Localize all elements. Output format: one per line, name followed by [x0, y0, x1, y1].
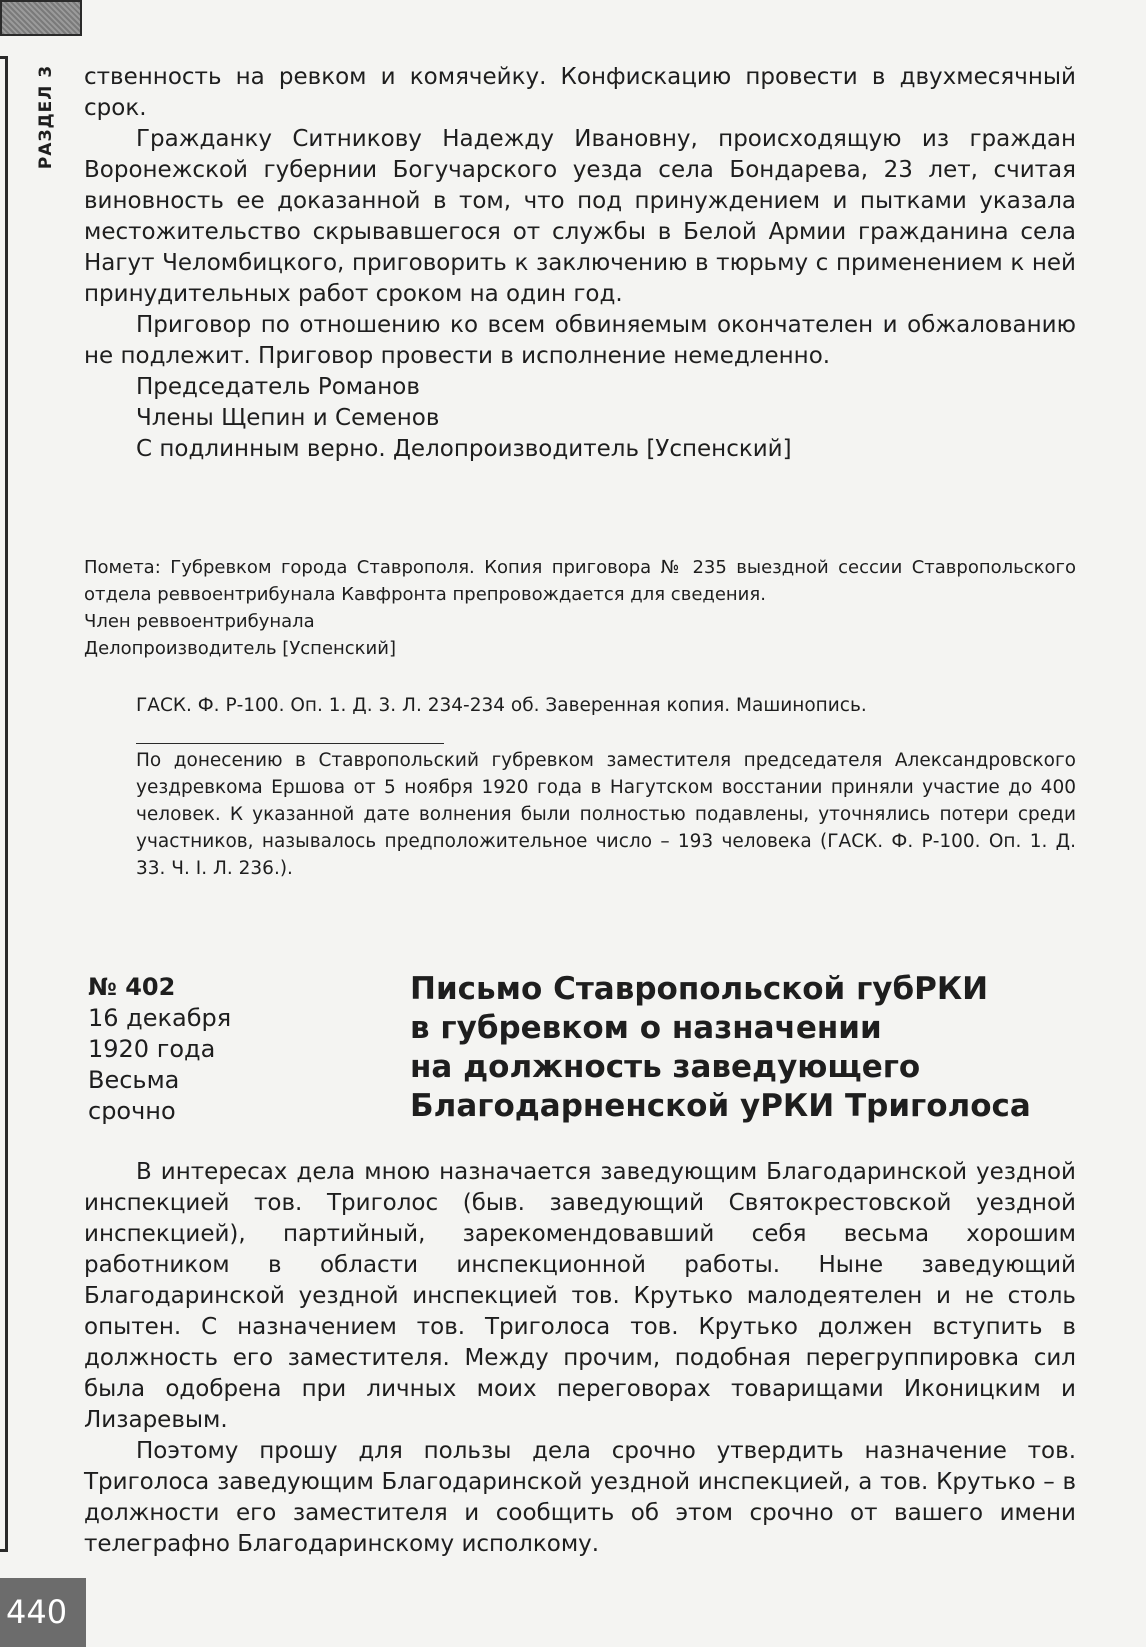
document-paragraph-request: Поэтому прошу для пользы дела срочно утвердить назначение тов. Триголоса заведующим Благодаринской уездной инспекцией, а тов. Крутько – в должности его заместителя и сообщить об этом срочно от вашего имени телеграфно Благодаринскому исполкому. [84, 1438, 1076, 1557]
document-meta [88, 972, 388, 1127]
document-urgency-1: Весьма [88, 1066, 180, 1094]
signature-certified: С подлинным верно. Делопроизводитель [Успенский] [136, 436, 792, 462]
paragraph-sitnikova-sentence: Гражданку Ситникову Надежду Ивановну, происходящую из граждан Воронежской губернии Богучарского уезда села Бондарева, 23 лет, считая виновность ее доказанной в том, что под принуждением и пытками указала местожительство скрывавшегося от службы в Белой Армии гражданина села Нагут Челомбицкого, приговорить к заключению в тюрьму с применением к ней принудительных работ сроком на один год. [84, 126, 1076, 307]
section-label-text: РАЗДЕЛ 3 [36, 64, 56, 170]
annotation-clerk: Делопроизводитель [Успенский] [84, 638, 396, 659]
footnote: По донесению в Ставропольский губревком заместителя председателя Александровского уездревкома Ершова от 5 ноября 1920 года в Нагутском восстании приняли участие до 400 человек. К указанной дате волнения были полностью подавлены, уточнялись потери среди участников, называлось предположительное число – 193 человека (ГАСК. Ф. Р-100. Оп. 1. Д. 33. Ч. I. Л. 236.). [136, 750, 1076, 879]
document-title-line: Письмо Ставропольской губРКИ [410, 971, 989, 1007]
signature-members: Члены Щепин и Семенов [136, 405, 440, 431]
document-urgency-2: срочно [88, 1097, 176, 1125]
signature-chairman: Председатель Романов [136, 374, 420, 400]
document-date-year: 1920 года [88, 1035, 216, 1063]
corner-decoration [0, 0, 82, 36]
document-paragraph-appointment: В интересах дела мною назначается заведующим Благодаринской уездной инспекцией тов. Триголос (быв. заведующий Святокрестовской уездной инспекцией), партийный, зарекомендовавший себя весьма хорошим работником в области инспекционной работы. Ныне заведующий Благодаринской уездной инспекцией тов. Крутько малодеятелен и не столь опытен. С назначением тов. Триголоса тов. Крутько должен вступить в должность его заместителя. Между прочим, подобная перегруппировка сил была одобрена при личных моих переговорах товарищами Иконицким и Лизаревым. [84, 1159, 1076, 1433]
paragraph-verdict-final: Приговор по отношению ко всем обвиняемым окончателен и обжалованию не подлежит. Приговор провести в исполнение немедленно. [84, 312, 1076, 369]
side-frame [0, 56, 8, 1552]
footnote-divider [136, 743, 444, 744]
annotation-mark: Помета: Губревком города Ставрополя. Копия приговора № 235 выездной сессии Ставропольского отдела реввоентрибунала Кавфронта препровождается для сведения. [84, 557, 1076, 605]
section-label [32, 62, 60, 172]
document-number: № 402 [88, 973, 176, 1001]
document-date-day: 16 декабря [88, 1004, 232, 1032]
page-number: 440 [0, 1578, 86, 1647]
annotation-member: Член реввоентрибунала [84, 611, 315, 632]
document-title-line: на должность заведующего [410, 1049, 921, 1085]
paragraph-continuation: ственность на ревком и комячейку. Конфискацию провести в двухмесячный срок. [84, 64, 1076, 121]
document-title-line: Благодарненской уРКИ Триголоса [410, 1088, 1031, 1124]
document-title-line: в губревком о назначении [410, 1010, 882, 1046]
top-text-block [84, 62, 1076, 465]
archive-reference: ГАСК. Ф. Р-100. Оп. 1. Д. 3. Л. 234-234 об. Заверенная копия. Машинопись. [136, 695, 867, 716]
annotation-block [84, 554, 1076, 662]
document-title [410, 970, 1090, 1126]
document-body [84, 1157, 1076, 1560]
